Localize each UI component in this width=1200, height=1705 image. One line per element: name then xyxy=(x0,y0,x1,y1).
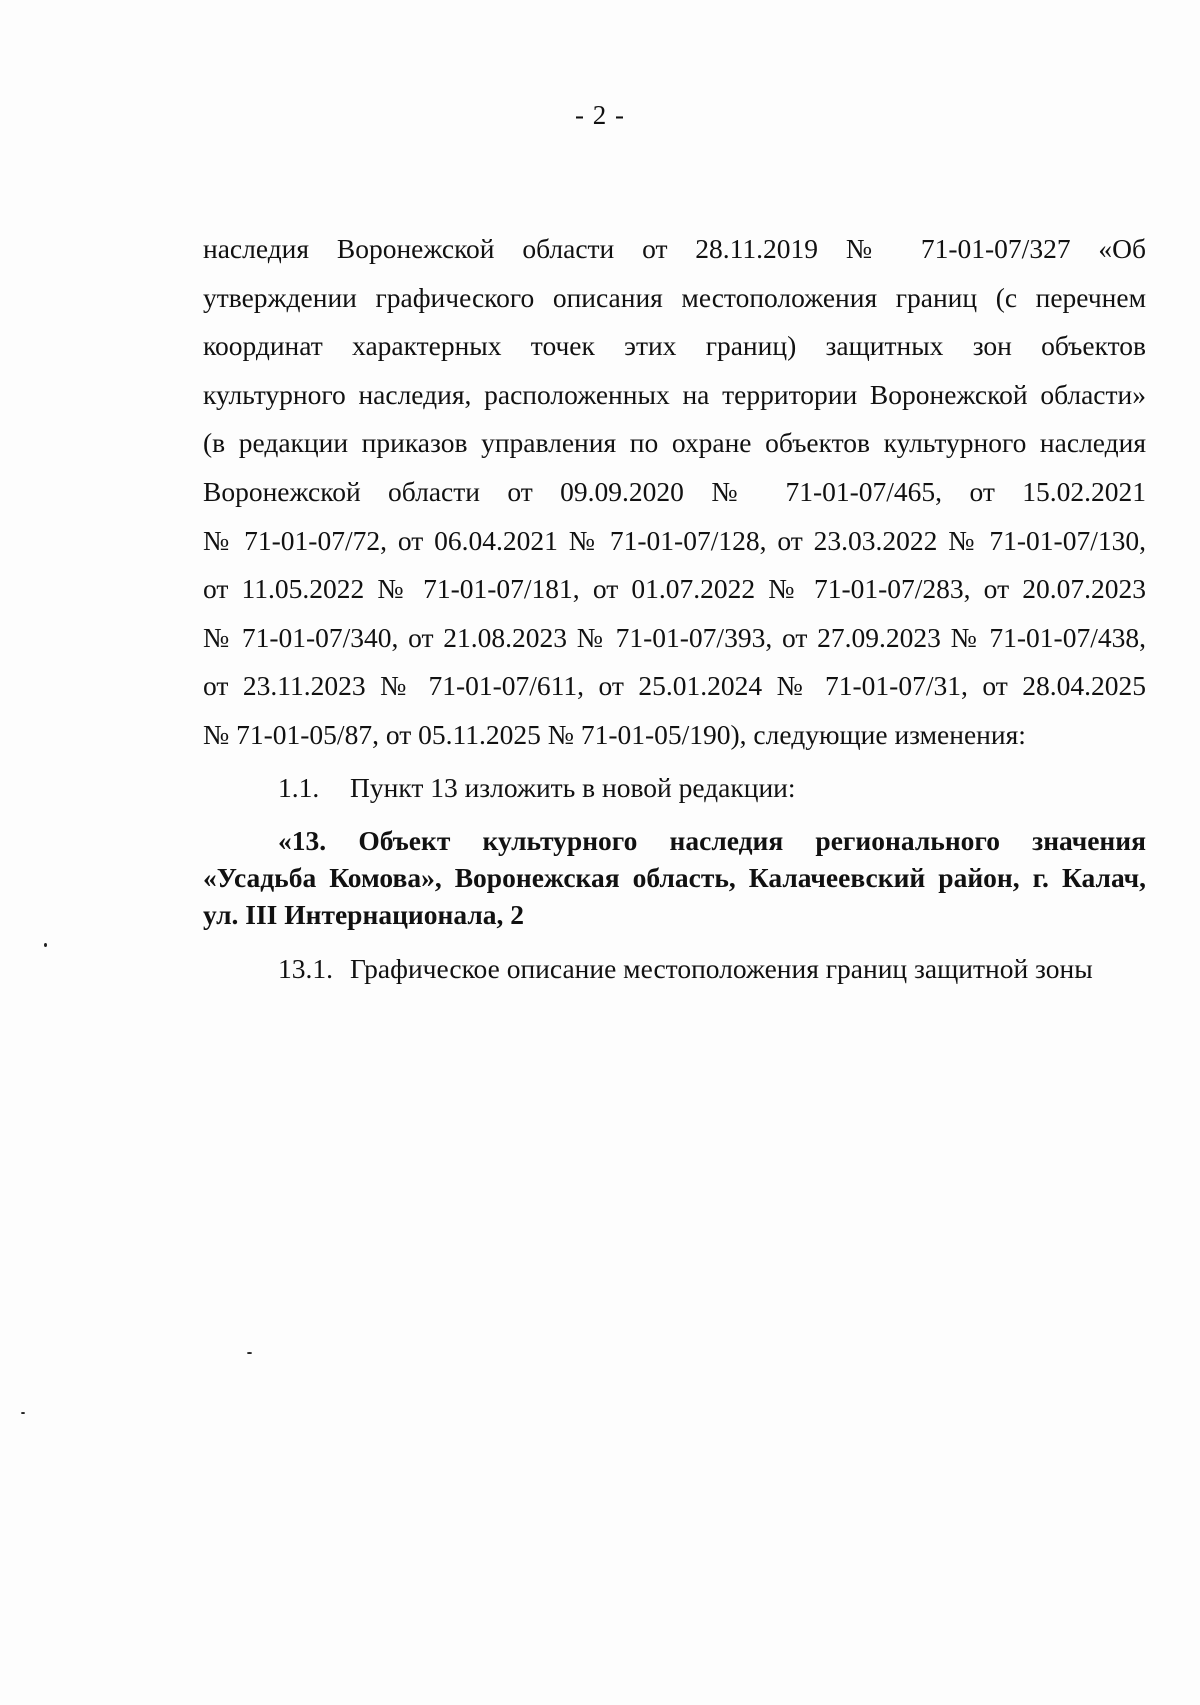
body-line: наследия Воронежской области от 28.11.2019 № 71-01-07/327 «Об xyxy=(203,233,1146,264)
item-13-heading xyxy=(203,822,1146,933)
body-line: № 71-01-07/72, от 06.04.2021 № 71-01-07/128, от 23.03.2022 № 71-01-07/130, xyxy=(203,524,1146,556)
body-line: № 71-01-05/87, от 05.11.2025 № 71-01-05/190), следующие изменения: xyxy=(203,718,1026,750)
heading-line: «Усадьба Комова», Воронежская область, Калачеевский район, г. Калач, xyxy=(203,862,1146,893)
subclause-number: 13.1. xyxy=(278,953,333,984)
clause-text: Пункт 13 изложить в новой редакции: xyxy=(350,772,796,803)
body-paragraph xyxy=(203,225,1146,760)
clause-1-1 xyxy=(278,772,796,804)
body-line: Воронежской области от 09.09.2020 № 71-01-07/465, от 15.02.2021 xyxy=(203,475,1146,507)
heading-line: «13. Объект культурного наследия регионального значения xyxy=(278,825,1146,856)
clause-number: 1.1. xyxy=(278,772,320,803)
scan-speck xyxy=(44,943,47,947)
subclause-text: Графическое описание местоположения границ защитной зоны xyxy=(350,953,1093,984)
page-number: - 2 - xyxy=(575,100,625,130)
body-line: координат характерных точек этих границ) защитных зон объектов xyxy=(203,330,1146,362)
scan-speck xyxy=(21,1412,25,1414)
scan-speck xyxy=(247,1352,252,1354)
body-line: № 71-01-07/340, от 21.08.2023 № 71-01-07/393, от 27.09.2023 № 71-01-07/438, xyxy=(203,621,1146,653)
body-line: культурного наследия, расположенных на территории Воронежской области» xyxy=(203,378,1146,410)
body-line: утверждении графического описания местоположения границ (с перечнем xyxy=(203,281,1146,313)
subclause-13-1 xyxy=(278,953,1093,985)
heading-line: ул. III Интернационала, 2 xyxy=(203,899,525,930)
body-line: от 11.05.2022 № 71-01-07/181, от 01.07.2022 № 71-01-07/283, от 20.07.2023 xyxy=(203,573,1146,605)
body-line: от 23.11.2023 № 71-01-07/611, от 25.01.2024 № 71-01-07/31, от 28.04.2025 xyxy=(203,670,1146,702)
body-line: (в редакции приказов управления по охране объектов культурного наследия xyxy=(203,427,1146,459)
